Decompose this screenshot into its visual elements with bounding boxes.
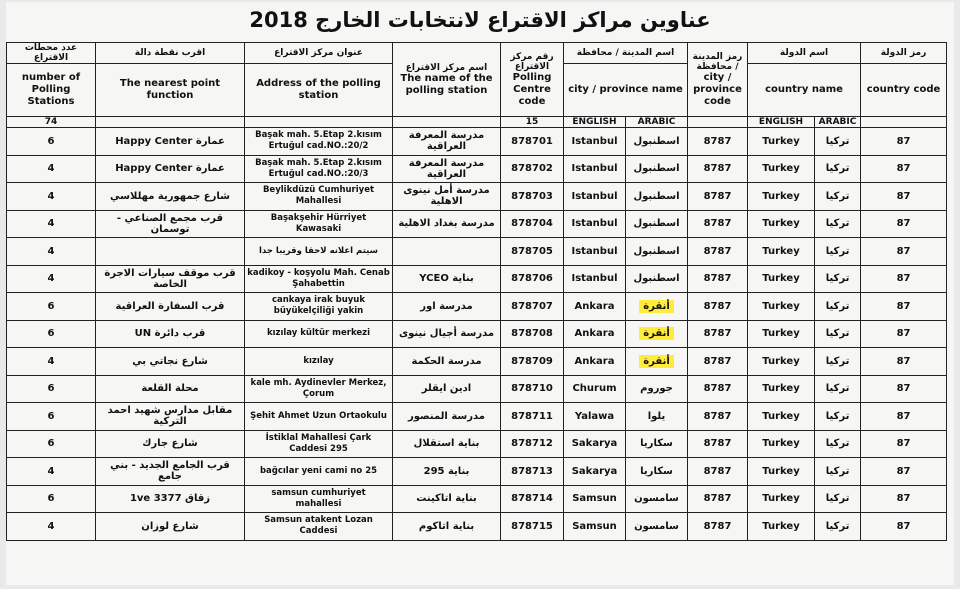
cell-city-en: Istanbul [564, 265, 626, 293]
cell-city-code: 8787 [688, 320, 748, 348]
cell-nearest: قرب مجمع الصناعي - توسمان [96, 210, 245, 238]
header-ar-stations: عدد محطات الاقتراع [7, 43, 96, 64]
cell-code: 878701 [501, 128, 564, 156]
cell-city-en: Istanbul [564, 155, 626, 183]
cell-country-en: Turkey [748, 183, 815, 211]
header-ar-country-code: رمز الدولة [861, 43, 947, 64]
cell-city-en: Istanbul [564, 128, 626, 156]
cell-country-ar: تركيا [815, 348, 861, 376]
cell-city-ar: يلوا [626, 403, 688, 431]
cell-city-ar: اسطنبول [626, 128, 688, 156]
cell-name: مدرسة أجيال نينوى [393, 320, 501, 348]
cell-city-ar: سكاريا [626, 458, 688, 486]
cell-address: Başakşehir Hürriyet Kawasaki [245, 210, 393, 238]
cell-stations: 6 [7, 485, 96, 513]
table-row [7, 183, 947, 211]
cell-code: 878713 [501, 458, 564, 486]
cell-city-code: 8787 [688, 183, 748, 211]
header-code: رقم مركز الاقتراع Polling Centre code [501, 43, 564, 117]
cell-code: 878715 [501, 513, 564, 541]
cell-city-en: Samsun [564, 485, 626, 513]
table-row [7, 348, 947, 376]
cell-name: مدرسة أمل نينوى الاهلية [393, 183, 501, 211]
cell-address: kızılay kültür merkezi [245, 320, 393, 348]
cell-name: مدرسة الحكمة [393, 348, 501, 376]
cell-city-en: Sakarya [564, 430, 626, 458]
sub-english-2: ENGLISH [748, 117, 815, 128]
cell-nearest: زقاق 3377 1ve [96, 485, 245, 513]
cell-country-code: 87 [861, 128, 947, 156]
cell-address: İstiklal Mahallesi Çark Caddesi 295 [245, 430, 393, 458]
cell-code: 878712 [501, 430, 564, 458]
cell-country-en: Turkey [748, 155, 815, 183]
cell-country-en: Turkey [748, 238, 815, 266]
cell-city-ar: أنقرة [626, 320, 688, 348]
table-row [7, 430, 947, 458]
page-title: عناوين مراكز الاقتراع لانتخابات الخارج 2018 [249, 8, 711, 32]
cell-city-code: 8787 [688, 238, 748, 266]
cell-code: 878708 [501, 320, 564, 348]
cell-country-code: 87 [861, 375, 947, 403]
cell-nearest [96, 238, 245, 266]
header-row-arabic [7, 43, 947, 64]
cell-city-ar: أنقرة [626, 293, 688, 321]
cell-country-en: Turkey [748, 265, 815, 293]
cell-address: samsun cumhuriyet mahallesi [245, 485, 393, 513]
cell-city-code: 8787 [688, 293, 748, 321]
cell-country-ar: تركيا [815, 403, 861, 431]
cell-nearest: عمارة Happy Center [96, 155, 245, 183]
cell-address: kızılay [245, 348, 393, 376]
cell-city-ar: سامسون [626, 513, 688, 541]
cell-code: 878707 [501, 293, 564, 321]
cell-stations: 6 [7, 128, 96, 156]
cell-city-code: 8787 [688, 485, 748, 513]
cell-country-ar: تركيا [815, 430, 861, 458]
cell-city-en: Istanbul [564, 183, 626, 211]
cell-city-ar: جوروم [626, 375, 688, 403]
cell-city-code: 8787 [688, 375, 748, 403]
cell-code: 878705 [501, 238, 564, 266]
cell-address: سيتم اعلانه لاحقا وقريبا جدا [245, 238, 393, 266]
cell-country-en: Turkey [748, 128, 815, 156]
cell-city-en: Ankara [564, 320, 626, 348]
cell-stations: 6 [7, 375, 96, 403]
cell-name: مدرسة المعرفة العراقية [393, 155, 501, 183]
cell-country-en: Turkey [748, 293, 815, 321]
cell-nearest: شارع لوزان [96, 513, 245, 541]
cell-name: بناية اتاكوم [393, 513, 501, 541]
cell-nearest: مقابل مدارس شهيد احمد التركية [96, 403, 245, 431]
cell-city-code: 8787 [688, 210, 748, 238]
cell-nearest: قرب الجامع الجديد - بني جامع [96, 458, 245, 486]
cell-country-code: 87 [861, 210, 947, 238]
cell-country-en: Turkey [748, 458, 815, 486]
table-row [7, 485, 947, 513]
cell-name: مدرسة اور [393, 293, 501, 321]
cell-country-en: Turkey [748, 403, 815, 431]
header-name: اسم مركز الاقتراع The name of the polling station [393, 43, 501, 117]
document-page [6, 2, 954, 585]
cell-address: Şehit Ahmet Uzun Ortaokulu [245, 403, 393, 431]
cell-city-en: Istanbul [564, 238, 626, 266]
cell-name: بناية اتاكينت [393, 485, 501, 513]
header-en-city: city / province name [564, 64, 688, 117]
cell-address: Samsun atakent Lozan Caddesi [245, 513, 393, 541]
header-en-stations: number of Polling Stations [7, 64, 96, 117]
total-stations: 74 [7, 117, 96, 128]
cell-city-en: Churum [564, 375, 626, 403]
cell-nearest: شارع جمهورية مهللاسي [96, 183, 245, 211]
cell-country-code: 87 [861, 183, 947, 211]
cell-stations: 6 [7, 430, 96, 458]
table-row [7, 238, 947, 266]
cell-country-en: Turkey [748, 375, 815, 403]
cell-code: 878710 [501, 375, 564, 403]
cell-country-code: 87 [861, 403, 947, 431]
cell-name: مدرسة المعرفة العراقية [393, 128, 501, 156]
cell-country-ar: تركيا [815, 210, 861, 238]
cell-name [393, 238, 501, 266]
cell-country-code: 87 [861, 155, 947, 183]
header-ar-city: اسم المدينة / محافظة [564, 43, 688, 64]
cell-address: Başak mah. 5.Etap 2.kısım Ertuğul cad.NO.:20/2 [245, 128, 393, 156]
cell-stations: 4 [7, 348, 96, 376]
sub-arabic: ARABIC [626, 117, 688, 128]
cell-city-ar: اسطنبول [626, 238, 688, 266]
cell-stations: 4 [7, 210, 96, 238]
header-ar-address: عنوان مركز الاقتراع [245, 43, 393, 64]
cell-city-code: 8787 [688, 155, 748, 183]
sub-english: ENGLISH [564, 117, 626, 128]
header-ar-country: اسم الدولة [748, 43, 861, 64]
cell-code: 878702 [501, 155, 564, 183]
cell-country-ar: تركيا [815, 155, 861, 183]
cell-stations: 4 [7, 458, 96, 486]
cell-name: بناية استقلال [393, 430, 501, 458]
table-row [7, 403, 947, 431]
cell-stations: 4 [7, 183, 96, 211]
cell-city-code: 8787 [688, 128, 748, 156]
cell-nearest: قرب موقف سيارات الاجرة الخاصة [96, 265, 245, 293]
cell-stations: 6 [7, 403, 96, 431]
cell-nearest: قرب السفارة العراقية [96, 293, 245, 321]
cell-country-en: Turkey [748, 430, 815, 458]
cell-code: 878711 [501, 403, 564, 431]
cell-city-code: 8787 [688, 458, 748, 486]
cell-country-code: 87 [861, 265, 947, 293]
table-row [7, 320, 947, 348]
table-row [7, 293, 947, 321]
cell-address: kale mh. Aydinevler Merkez, Çorum [245, 375, 393, 403]
table-row [7, 210, 947, 238]
cell-name: مدرسة المنصور [393, 403, 501, 431]
cell-stations: 4 [7, 513, 96, 541]
cell-city-ar: سكاريا [626, 430, 688, 458]
cell-code: 878703 [501, 183, 564, 211]
cell-name: بناية 295 [393, 458, 501, 486]
centre-count: 15 [501, 117, 564, 128]
cell-address: Beylikdüzü Cumhuriyet Mahallesi [245, 183, 393, 211]
cell-country-code: 87 [861, 430, 947, 458]
cell-country-code: 87 [861, 238, 947, 266]
table-row [7, 128, 947, 156]
cell-code: 878709 [501, 348, 564, 376]
cell-country-code: 87 [861, 320, 947, 348]
header-en-country-code: country code [861, 64, 947, 117]
header-en-nearest: The nearest point function [96, 64, 245, 117]
cell-city-code: 8787 [688, 265, 748, 293]
cell-city-code: 8787 [688, 348, 748, 376]
header-en-address: Address of the polling station [245, 64, 393, 117]
cell-country-ar: تركيا [815, 265, 861, 293]
sub-arabic-2: ARABIC [815, 117, 861, 128]
cell-city-code: 8787 [688, 513, 748, 541]
cell-country-code: 87 [861, 485, 947, 513]
cell-country-en: Turkey [748, 485, 815, 513]
cell-country-en: Turkey [748, 513, 815, 541]
cell-stations: 4 [7, 265, 96, 293]
cell-country-ar: تركيا [815, 375, 861, 403]
cell-nearest: محلة القلعة [96, 375, 245, 403]
cell-address: bağcılar yeni cami no 25 [245, 458, 393, 486]
cell-city-ar: اسطنبول [626, 210, 688, 238]
table-row [7, 375, 947, 403]
cell-city-ar: اسطنبول [626, 155, 688, 183]
cell-city-ar: اسطنبول [626, 265, 688, 293]
cell-nearest: شارع نجاتي بي [96, 348, 245, 376]
cell-address: kadikoy - koşyolu Mah. Cenab Şahabettin [245, 265, 393, 293]
cell-country-code: 87 [861, 458, 947, 486]
cell-stations: 6 [7, 293, 96, 321]
cell-country-code: 87 [861, 293, 947, 321]
cell-country-ar: تركيا [815, 183, 861, 211]
cell-country-code: 87 [861, 348, 947, 376]
cell-city-en: Samsun [564, 513, 626, 541]
table-row [7, 513, 947, 541]
cell-country-ar: تركيا [815, 128, 861, 156]
cell-country-ar: تركيا [815, 513, 861, 541]
cell-name: بناية YCEO [393, 265, 501, 293]
polling-stations-table [6, 42, 947, 541]
cell-stations: 4 [7, 155, 96, 183]
cell-city-code: 8787 [688, 403, 748, 431]
cell-country-ar: تركيا [815, 485, 861, 513]
cell-country-ar: تركيا [815, 458, 861, 486]
cell-city-ar: أنقرة [626, 348, 688, 376]
cell-city-code: 8787 [688, 430, 748, 458]
cell-code: 878714 [501, 485, 564, 513]
cell-nearest: شارع جارك [96, 430, 245, 458]
cell-country-en: Turkey [748, 348, 815, 376]
cell-nearest: قرب دائرة UN [96, 320, 245, 348]
cell-country-ar: تركيا [815, 238, 861, 266]
cell-stations: 6 [7, 320, 96, 348]
header-city-code: رمز المدينة / محافظة city / province code [688, 43, 748, 117]
cell-city-ar: اسطنبول [626, 183, 688, 211]
subheader-row [7, 117, 947, 128]
table-row [7, 458, 947, 486]
cell-address: cankaya irak buyuk büyükelçiliği yakin [245, 293, 393, 321]
cell-city-en: Ankara [564, 348, 626, 376]
cell-country-ar: تركيا [815, 293, 861, 321]
cell-nearest: عمارة Happy Center [96, 128, 245, 156]
cell-city-en: Yalawa [564, 403, 626, 431]
cell-city-en: Istanbul [564, 210, 626, 238]
cell-code: 878706 [501, 265, 564, 293]
cell-code: 878704 [501, 210, 564, 238]
table-row [7, 155, 947, 183]
cell-country-en: Turkey [748, 210, 815, 238]
cell-stations: 4 [7, 238, 96, 266]
cell-address: Başak mah. 5.Etap 2.kısım Ertuğul cad.NO.:20/3 [245, 155, 393, 183]
cell-country-en: Turkey [748, 320, 815, 348]
cell-city-en: Sakarya [564, 458, 626, 486]
cell-city-ar: سامسون [626, 485, 688, 513]
header-ar-nearest: اقرب نقطة دالة [96, 43, 245, 64]
cell-name: مدرسة بغداد الاهلية [393, 210, 501, 238]
table-row [7, 265, 947, 293]
cell-country-ar: تركيا [815, 320, 861, 348]
header-en-country: country name [748, 64, 861, 117]
cell-city-en: Ankara [564, 293, 626, 321]
cell-country-code: 87 [861, 513, 947, 541]
cell-name: ادين ايقلر [393, 375, 501, 403]
